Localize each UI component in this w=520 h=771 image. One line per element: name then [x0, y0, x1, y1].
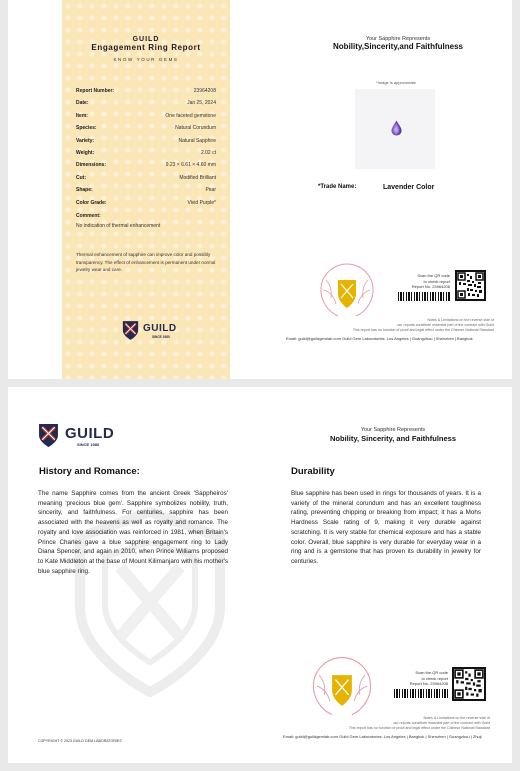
- history-paragraph: The name Sapphire comes from the ancient Greek 'Sappheiros' meaning 'precious blue gem'. Sapphire symbolizes nobility, truth, sincerity, and faithfulness. For centuries, sapphire has been associated with the heavens as well as royalty and romance. The royalty and love association was reinforced in 1981, when Britain's Prince Charles gave a blue sapphire engagement ring to Lady Diana Spencer, and again in 2010, when Prince Williams proposed to Kate Middleton at the base of Mount Kilimanjaro with his mother's blue sapphire ring.: [38, 490, 228, 575]
- copyright-line: COPYRIGHT © 2023 GUILD GEM LABORATORIES: [38, 739, 122, 743]
- field-value: 23964208: [193, 88, 216, 94]
- field-value: One faceted gemstone: [165, 112, 216, 119]
- durability-heading: Durability: [291, 466, 335, 477]
- represents-label: Your Sapphire Represents: [365, 36, 431, 42]
- field-label: Weight:: [76, 149, 95, 156]
- qr-report-number: Report No. 23964208: [409, 681, 448, 686]
- report-title: Engagement Ring Report: [91, 43, 201, 52]
- field-row-dimensions: [76, 162, 216, 174]
- report-tagline: KNOW YOUR GEMS: [113, 57, 179, 62]
- field-value: 2.02 ct: [200, 149, 216, 156]
- fine-print-line: Notes & Limitations on the reverse side of: [427, 318, 494, 322]
- report-brand: GUILD: [132, 36, 160, 43]
- field-label: Species:: [76, 125, 97, 132]
- durability-paragraph: Blue sapphire has been used in rings for thousands of years. It is a variety of the mineral corundum and has an excellent toughness rating, preventing chipping or breaking from impact; it has a Mohs Hardness Scale rating of 9, making it very durable against scratching. It is very stable for chemical exposure and has a stable color. Overall, blue sapphire is very durable for everyday wear in a ring and is a gemstone that has proven its durability in jewelry for centuries.: [291, 490, 481, 565]
- field-value: Vivid Purple*: [187, 199, 216, 206]
- qr-instructions: [396, 273, 450, 290]
- comment-value: No indication of thermal enhancement: [76, 223, 161, 229]
- report-page-front: [8, 0, 512, 379]
- barcode: [398, 292, 450, 301]
- engagement-ring-report-panel: [62, 0, 230, 379]
- field-value: 9.23 × 6.61 × 4.60 mm: [165, 162, 216, 169]
- field-row-weight: [76, 150, 216, 162]
- represents-values: Nobility,Sincerity,and Faithfulness: [333, 42, 463, 51]
- qr-line-1: Scan the QR code: [417, 273, 450, 278]
- field-row-shape: [76, 187, 216, 199]
- field-row-color-grade: [76, 200, 216, 212]
- guild-logo-since: SINCE 1980: [152, 335, 170, 339]
- represents-values: Nobility, Sincerity, and Faithfulness: [330, 434, 456, 443]
- comment-label: Comment:: [76, 213, 101, 219]
- guild-shield-icon: [122, 320, 139, 341]
- qr-instructions: [392, 670, 448, 687]
- enhancement-note: Thermal enhancement of sapphire can improve color and possibly transparency. The effect of enhancement is permanent under normal jewelry wear and care.: [76, 252, 216, 273]
- field-label: Cut:: [76, 174, 86, 181]
- qr-line-2: to check report: [423, 278, 450, 284]
- field-label: Color Grade:: [76, 199, 107, 206]
- report-fields: [76, 88, 216, 212]
- guild-logo-word: GUILD: [65, 425, 115, 442]
- field-value: Modified Brilliant: [179, 174, 216, 181]
- field-row-cut: [76, 175, 216, 187]
- qr-code-icon[interactable]: [455, 270, 486, 301]
- fine-print: [308, 318, 494, 333]
- qr-report-number: Report No. 23964208: [411, 284, 450, 289]
- field-row-date: [76, 100, 216, 112]
- fine-print-line: our reports constitute essential part of the contract with Guild: [393, 721, 490, 725]
- fine-print-line: This report has no function of proof and legal effect under the Chinese National Standard: [348, 726, 490, 730]
- field-row-variety: [76, 138, 216, 150]
- fine-print-line: our reports constitute essential part of the contract with Guild: [397, 323, 494, 327]
- image-approximate-note: *Image is approximate: [376, 80, 416, 85]
- report-page-back: [8, 387, 512, 763]
- field-label: Dimensions:: [76, 162, 107, 169]
- qr-line-1: Scan the QR code: [415, 670, 448, 675]
- gem-photo: [355, 89, 435, 169]
- guild-logo-since: SINCE 1980: [77, 442, 100, 447]
- history-heading: History and Romance:: [39, 466, 140, 477]
- guild-logo-word: GUILD: [143, 323, 177, 334]
- field-label: Shape:: [76, 187, 93, 194]
- field-row-species: [76, 125, 216, 137]
- qr-line-2: to check report: [421, 675, 448, 681]
- guild-seal-icon: [308, 649, 376, 721]
- field-value: Jan 25, 2024: [187, 100, 216, 107]
- guild-seal-icon: [316, 260, 378, 318]
- barcode: [394, 689, 448, 698]
- trade-name-label: *Trade Name:: [318, 184, 357, 190]
- contact-line: Email: guild@guildgemlab.com Guild Gem Laboratories: Los Angeles | Guangzhou | Shenzhen | Bangkok: [286, 336, 473, 341]
- field-label: Report Number:: [76, 88, 115, 94]
- field-value: Natural Sapphire: [178, 137, 216, 144]
- pear-sapphire-icon: [391, 120, 402, 136]
- qr-code-icon[interactable]: [452, 667, 486, 701]
- fine-print-line: Notes & Limitations on the reverse side of: [423, 716, 490, 720]
- represents-label: Your Sapphire Represents: [360, 427, 426, 433]
- field-row-report-number: [76, 88, 216, 100]
- contact-line: Email: guild@guildgemlab.com Guild Gem Laboratories: Los Angeles | Bangkok | Shenzhen | Guangzhou | Zhuji: [283, 734, 482, 739]
- field-label: Date:: [76, 100, 89, 107]
- fine-print-line: This report has no function of proof and legal effect under the Chinese National Standard: [352, 328, 494, 332]
- field-label: Item:: [76, 112, 88, 119]
- guild-shield-icon: [38, 422, 59, 449]
- field-value: Natural Corundum: [175, 125, 216, 132]
- field-row-item: [76, 113, 216, 125]
- field-value: Pear: [205, 187, 216, 194]
- fine-print: [304, 716, 490, 731]
- trade-name-value: Lavender Color: [383, 184, 435, 191]
- field-label: Variety:: [76, 137, 95, 144]
